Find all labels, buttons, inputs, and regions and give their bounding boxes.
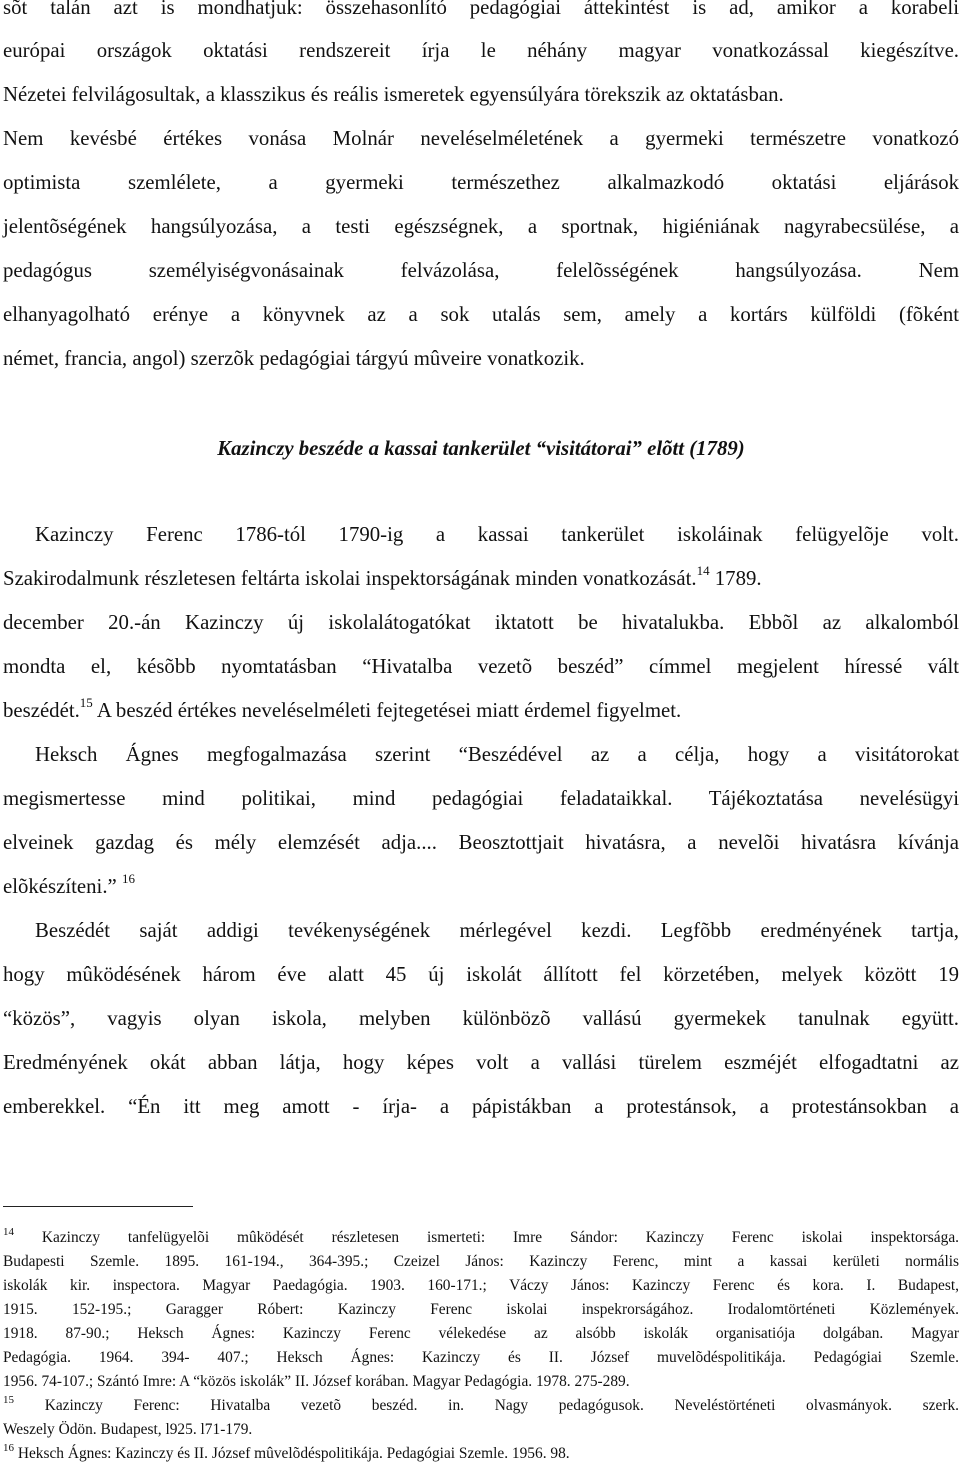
paragraph-line: sõt talán azt is mondhatjuk: összehasonlító pedagógiai áttekintést is ad, amikor a korabeli <box>3 0 959 19</box>
paragraph-line <box>3 563 959 592</box>
line-text: A beszéd értékes neveléselméleti fejtegetései miatt érdemel figyelmet. <box>92 699 682 722</box>
paragraph-line: elhanyagolható erénye a könyvnek az a sok utalás sem, amely a kortárs külföldi (fõként <box>3 303 959 326</box>
line-text: Szakirodalmunk részletesen feltárta iskolai inspektorságának minden vonatkozását. <box>3 567 697 590</box>
paragraph-line: Eredményének okát abban látja, hogy képes volt a vallási türelem eszméjét elfogadtatni az <box>3 1051 959 1074</box>
paragraph-line <box>3 695 959 724</box>
paragraph-line: Nézetei felvilágosultak, a klasszikus és reális ismeretek egyensúlyára törekszik az oktatásban. <box>3 83 784 106</box>
line-text: elõkészíteni.” <box>3 875 117 898</box>
paragraph-line: emberekkel. “Én itt meg amott - írja- a pápistákban a protestánsok, a protestánsokban a <box>3 1095 959 1118</box>
paragraph-line: elveinek gazdag és mély elemzését adja.... Beosztottjait hivatásra, a nevelõi hivatásra kívánja <box>3 831 959 854</box>
footnote-16-line <box>3 1441 959 1463</box>
footnote-text: Heksch Ágnes: Kazinczy és II. József mûvelõdéspolitikája. Pedagógiai Szemle. 1956. 98. <box>14 1445 570 1462</box>
paragraph-line: német, francia, angol) szerzõk pedagógiai tárgyú mûveire vonatkozik. <box>3 347 585 370</box>
paragraph-line: megismertesse mind politikai, mind pedagógiai feladataikkal. Tájékoztatása nevelésügyi <box>3 787 959 810</box>
paragraph-line <box>3 871 959 900</box>
paragraph-line: hogy mûködésének három éve alatt 45 új iskolát állított fel körzetében, melyek között 19 <box>3 963 959 986</box>
footnote-14-line: iskolák kir. inspectora. Magyar Paedagógia. 1903. 160-171.; Váczy János: Kazinczy Ferenc és kora. I. Budapest, <box>3 1277 959 1294</box>
paragraph-line: pedagógus személyiségvonásainak felvázolása, felelõsségének hangsúlyozása. Nem <box>3 259 959 282</box>
section-heading: Kazinczy beszéde a kassai tankerület “visitátorai” elõtt (1789) <box>217 437 745 460</box>
footnote-number: 14 <box>3 1225 14 1238</box>
footnote-text: Kazinczy Ferenc: Hivatalba vezetõ beszéd. in. Nagy pedagógusok. Neveléstörténeti olvasmányok. szerk. <box>14 1397 959 1414</box>
paragraph-line: európai országok oktatási rendszereit írja le néhány magyar vonatkozással kiegészítve. <box>3 39 959 62</box>
footnote-14-line: 1956. 74-107.; Szántó Imre: A “közös iskolák” II. József korában. Magyar Pedagógia. 1978. 275-289. <box>3 1373 630 1390</box>
paragraph-line: optimista szemlélete, a gyermeki természethez alkalmazkodó oktatási eljárások <box>3 171 959 194</box>
footnote-number: 15 <box>3 1393 14 1406</box>
footnote-15-line <box>3 1393 959 1415</box>
footnote-ref-15: 15 <box>79 695 93 711</box>
paragraph-line: jelentõségének hangsúlyozása, a testi egészségnek, a sportnak, higiéniának nagyrabecsülése, a <box>3 215 959 238</box>
footnote-15-line: Weszely Ödön. Budapest, l925. l71-179. <box>3 1421 253 1438</box>
line-text: beszédét. <box>3 699 80 722</box>
paragraph-line: december 20.-án Kazinczy új iskolalátogatókat iktatott be hivatalukba. Ebbõl az alkalomból <box>3 611 959 634</box>
paragraph-line: “közös”, vagyis olyan iskola, melyben különbözõ vallású gyermekek tanulnak együtt. <box>3 1007 959 1030</box>
paragraph-line: Beszédét saját addigi tevékenységének mérlegével kezdi. Legfõbb eredményének tartja, <box>35 919 959 942</box>
footnote-number: 16 <box>3 1441 14 1454</box>
paragraph-line: mondta el, késõbb nyomtatásban “Hivatalba vezetõ beszéd” címmel megjelent híressé vált <box>3 655 959 678</box>
footnote-ref-16: 16 <box>121 871 135 887</box>
footnote-text: Kazinczy tanfelügyelõi mûködését részletesen ismerteti: Imre Sándor: Kazinczy Ferenc iskolai inspektorsága. <box>14 1229 959 1246</box>
paragraph-line: Nem kevésbé értékes vonása Molnár neveléselméletének a gyermeki természetre vonatkozó <box>3 127 959 150</box>
line-text: 1789. <box>709 567 762 590</box>
footnote-14-line: 1915. 152-195.; Garagger Róbert: Kazinczy Ferenc iskolai inspekrorságához. Irodalomtörténeti Közlemények. <box>3 1301 959 1318</box>
footnote-14-line: 1918. 87-90.; Heksch Ágnes: Kazinczy Ferenc vélekedése az alsóbb iskolák organisatiója dolgában. Magyar <box>3 1325 959 1342</box>
footnote-14-line: Pedagógia. 1964. 394- 407.; Heksch Ágnes: Kazinczy és II. József muvelõdéspolitikája. Pedagógiai Szemle. <box>3 1349 959 1366</box>
footnote-14-line <box>3 1225 959 1247</box>
paragraph-line: Kazinczy Ferenc 1786-tól 1790-ig a kassai tankerület iskoláinak felügyelõje volt. <box>35 523 959 546</box>
footnote-ref-14: 14 <box>696 563 710 579</box>
footnote-separator <box>3 1206 193 1207</box>
footnote-14-line: Budapesti Szemle. 1895. 161-194., 364-395.; Czeizel János: Kazinczy Ferenc, mint a kassai kerületi normális <box>3 1253 959 1270</box>
paragraph-line: Heksch Ágnes megfogalmazása szerint “Beszédével az a célja, hogy a visitátorokat <box>35 743 959 766</box>
